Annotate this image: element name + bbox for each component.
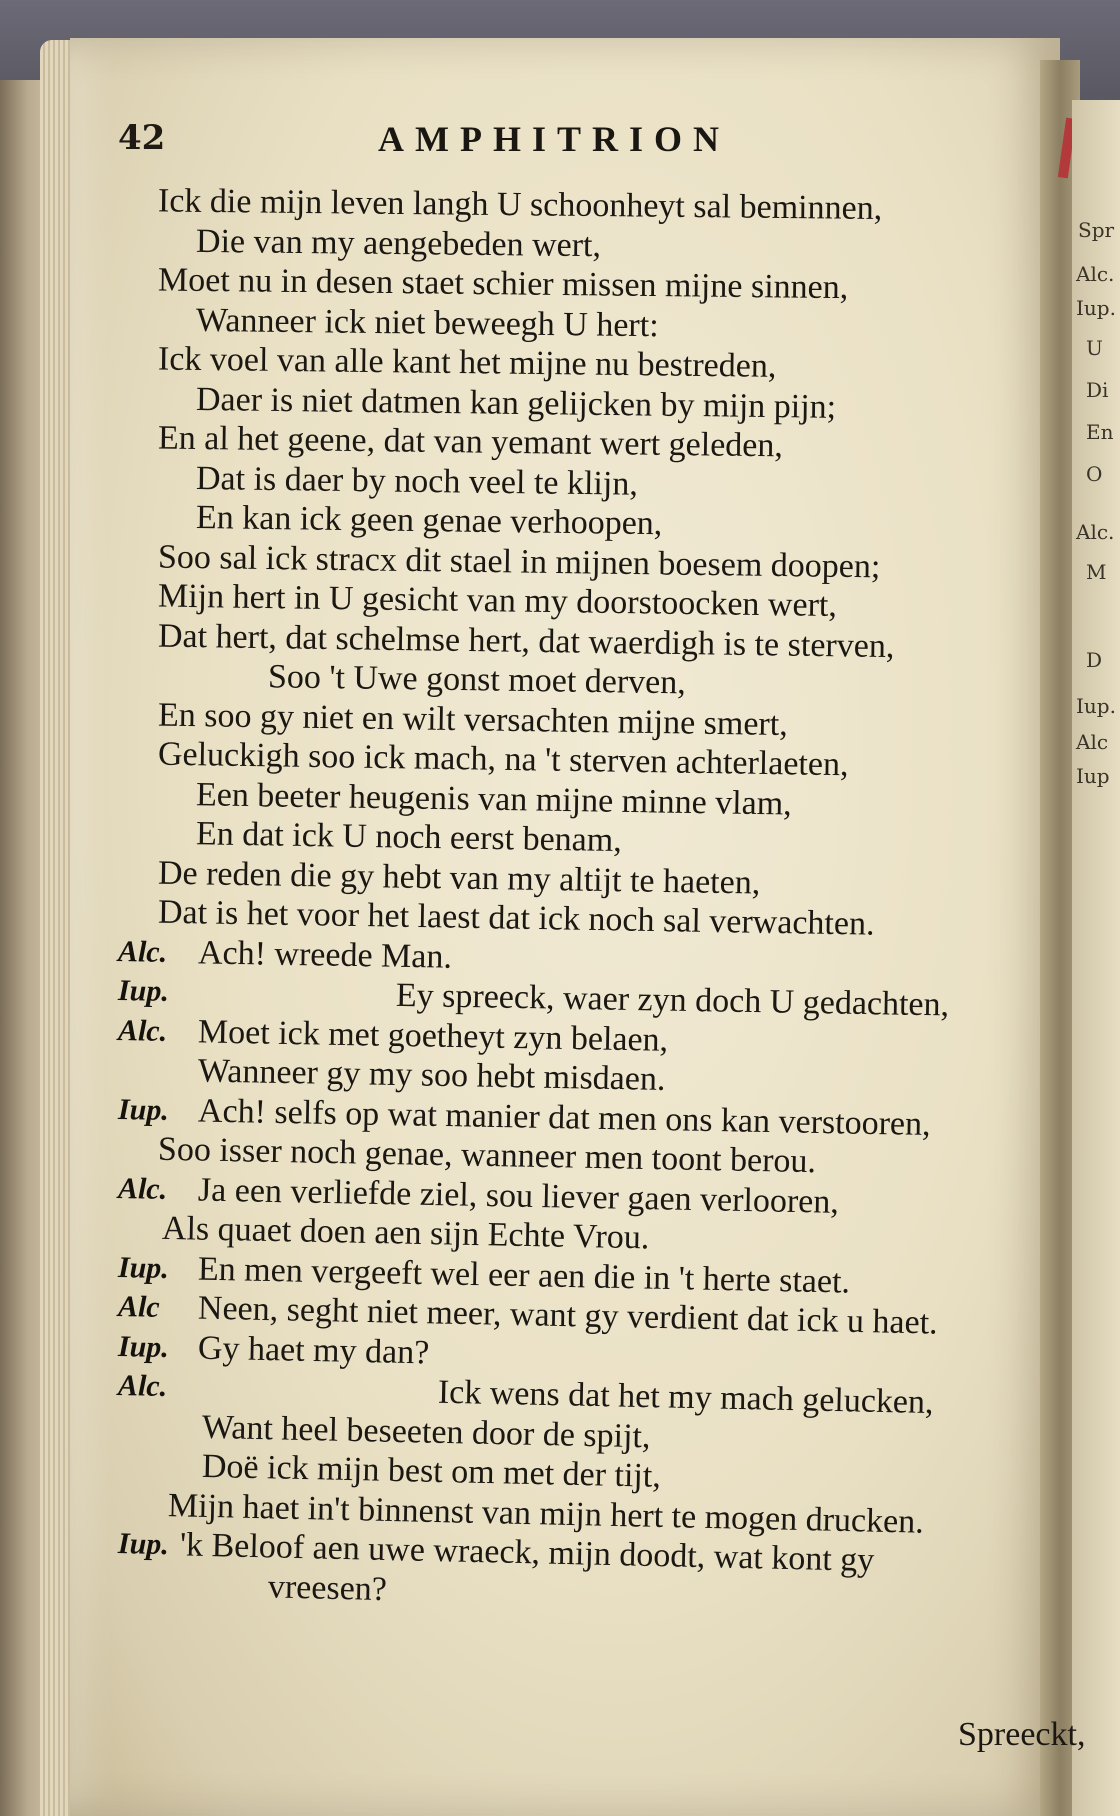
verse-text-line: vreesen? [267, 1567, 388, 1608]
facing-page-fragment: En [1086, 420, 1114, 444]
facing-page-fragment: Iup. [1076, 296, 1116, 320]
facing-page-fragment: U [1086, 336, 1103, 360]
verse-text-line: Dat is het voor het laest dat ick noch sal verwachten. [157, 893, 875, 943]
speaker-label: Alc. [117, 1013, 168, 1048]
verse-text-line: Moet ick met goetheyt zyn belaen, [197, 1012, 669, 1059]
running-head: AMPHITRION [378, 119, 730, 159]
verse-text-line: En kan ick geen genae verhoopen, [195, 499, 663, 543]
facing-page-fragment: Iup [1076, 764, 1110, 788]
facing-page-fragment: Alc. [1076, 520, 1115, 544]
speaker-label: Alc [117, 1290, 161, 1324]
speaker-label: Alc. [117, 1171, 168, 1206]
verse-text-line: Doë ick mijn best om met der tijt, [201, 1447, 662, 1495]
speaker-label: Iup. [117, 1250, 170, 1285]
verse-text-line: Ach! selfs op wat manier dat men ons kan verstooren, [197, 1091, 931, 1143]
verse-text-line: Daer is niet datmen kan gelijcken by mijn pijn; [195, 380, 837, 426]
verse-text-line: Dat is daer by noch veel te klijn, [195, 459, 639, 503]
page-header [108, 110, 1008, 170]
verse-text-line: En dat ick U noch eerst benam, [195, 815, 623, 860]
verse-text-line: Ey spreeck, waer zyn doch U gedachten, [395, 976, 950, 1024]
verse-text-line: Mijn hert in U gesicht van my doorstoocken wert, [157, 577, 838, 625]
verse-text [118, 180, 1058, 1710]
verse-text-line: Wanneer ick niet beweegh U hert: [195, 301, 659, 344]
verse-text-line: Wanneer gy my soo hebt misdaen. [197, 1052, 666, 1098]
verse-text-line: Soo sal ick stracx dit stael in mijnen boesem doopen; [157, 538, 881, 585]
facing-page-fragment: Alc. [1076, 262, 1115, 286]
catchword: Spreeckt, [958, 1716, 1086, 1753]
verse-text-line: En soo gy niet en wilt versachten mijne smert, [157, 696, 789, 743]
verse-text-line: Ick wens dat het my mach gelucken, [437, 1373, 934, 1422]
facing-page [1072, 100, 1120, 1816]
verse-text-line: Ick voel van alle kant het mijne nu bestreden, [157, 340, 777, 385]
facing-page-fragment: M [1086, 560, 1107, 584]
verse-text-line: Moet nu in desen staet schier missen mijne sinnen, [157, 261, 849, 307]
verse-text-line: Neen, seght niet meer, want gy verdient dat ick u haet. [197, 1289, 938, 1342]
verse-text-line: Soo isser noch genae, wanneer men toont berou. [157, 1130, 817, 1181]
facing-page-fragment: Iup. [1076, 694, 1116, 718]
verse-text-line: 'k Beloof aen uwe wraeck, mijn doodt, wat kont gy [179, 1526, 875, 1579]
verse-text-line: Als quaet doen aen sijn Echte Vrou. [161, 1209, 650, 1257]
facing-page-fragment: Alc [1076, 730, 1109, 754]
verse-text-line: En al het geene, dat van yemant wert geleden, [157, 419, 784, 465]
speaker-label: Iup. [117, 1527, 170, 1562]
page-number: 42 [118, 118, 166, 158]
verse-text-line: Want heel beseeten door de spijt, [201, 1408, 651, 1455]
verse-text-line: Die van my aengebeden wert, [195, 222, 602, 264]
verse-text-line: Dat hert, dat schelmse hert, dat waerdigh is te sterven, [157, 617, 895, 665]
facing-page-fragment: D [1086, 648, 1103, 672]
verse-text-line: Soo 't Uwe gonst moet derven, [267, 658, 687, 702]
facing-page-fragment: Di [1086, 378, 1109, 402]
verse-text-line: Een beeter heugenis van mijne minne vlam, [195, 775, 792, 823]
verse-text-line: Ick die mijn leven langh U schoonheyt sal beminnen, [157, 182, 883, 228]
verse-text-line: Geluckigh soo ick mach, na 't sterven achterlaeten, [157, 735, 849, 784]
verse-text-line: En men vergeeft wel eer aen die in 't herte staet. [197, 1250, 851, 1301]
speaker-label: Iup. [117, 1092, 170, 1127]
verse-text-line: Mijn haet in't binnenst van mijn hert te mogen drucken. [167, 1486, 925, 1541]
speaker-label: Iup. [117, 974, 170, 1008]
speaker-label: Iup. [117, 1329, 170, 1364]
facing-page-fragment: O [1086, 462, 1103, 486]
verse-text-line: Gy haet my dan? [197, 1329, 430, 1371]
verse-text-line: Ach! wreede Man. [197, 933, 453, 976]
facing-page-fragment: Spr [1078, 218, 1115, 242]
verse-text-line: De reden die gy hebt van my altijt te haeten, [157, 854, 761, 902]
speaker-label: Alc. [117, 934, 168, 969]
speaker-label: Alc. [117, 1369, 168, 1404]
verse-text-line: Ja een verliefde ziel, sou liever gaen verlooren, [197, 1171, 840, 1221]
